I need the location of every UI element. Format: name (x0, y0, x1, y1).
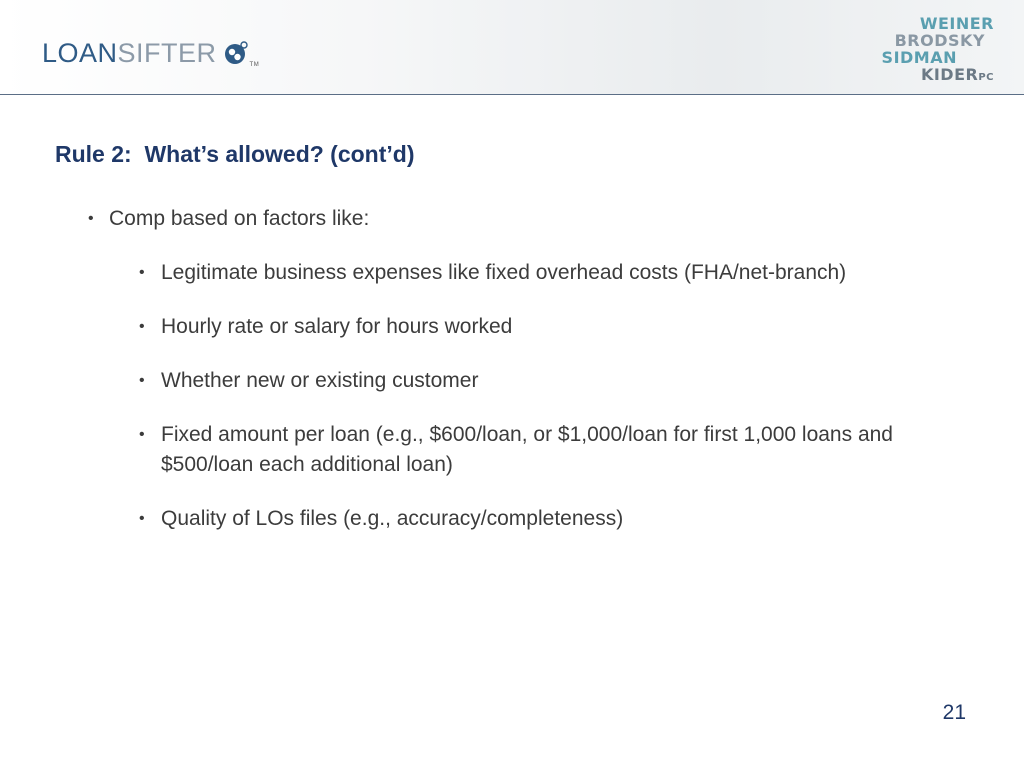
bullet-dot-icon: • (139, 264, 145, 281)
logo-brodsky: BRODSKY (894, 31, 985, 50)
sub-bullet (139, 258, 939, 288)
sub-bullet-text: Quality of LOs files (e.g., accuracy/completeness) (161, 507, 624, 530)
logo-kider-text: KIDER (920, 65, 979, 84)
bullet-dot-icon: • (139, 426, 145, 443)
logo-weiner: WEINER (919, 14, 994, 33)
sub-bullet (139, 504, 939, 534)
sub-bullet-text: Hourly rate or salary for hours worked (161, 315, 513, 338)
logo-sidman: SIDMAN (881, 48, 957, 67)
logo-loan-text: LOAN (42, 37, 118, 68)
logo-pc-suffix: PC (978, 72, 994, 83)
bullet-dot-icon: • (139, 372, 145, 389)
bullet-dot-icon: • (88, 210, 94, 227)
sub-bullet-text: Fixed amount per loan (e.g., $600/loan, or $1,000/loan for first 1,000 loans and $500/loan each additional loan) (161, 423, 893, 476)
page-number: 21 (942, 701, 966, 724)
slide-header (0, 0, 1024, 95)
logo-sifter-text: SIFTER (117, 37, 217, 68)
slide-title: Rule 2: What’s allowed? (cont’d) (55, 141, 415, 167)
sub-bullet-list (139, 258, 939, 558)
weiner-brodsky-logo (874, 14, 994, 86)
bullet-dot-icon: • (139, 318, 145, 335)
loansifter-mark-icon (223, 40, 249, 66)
logo-kider (921, 65, 994, 84)
logo-trademark: TM (249, 62, 260, 68)
sub-bullet-text: Legitimate business expenses like fixed overhead costs (FHA/net-branch) (161, 261, 847, 284)
loansifter-logo (42, 38, 259, 68)
sub-bullet (139, 420, 939, 480)
bullet-dot-icon: • (139, 510, 145, 527)
main-bullet-text: Comp based on factors like: (109, 207, 370, 230)
sub-bullet (139, 312, 939, 342)
sub-bullet (139, 366, 939, 396)
sub-bullet-text: Whether new or existing customer (161, 369, 479, 392)
